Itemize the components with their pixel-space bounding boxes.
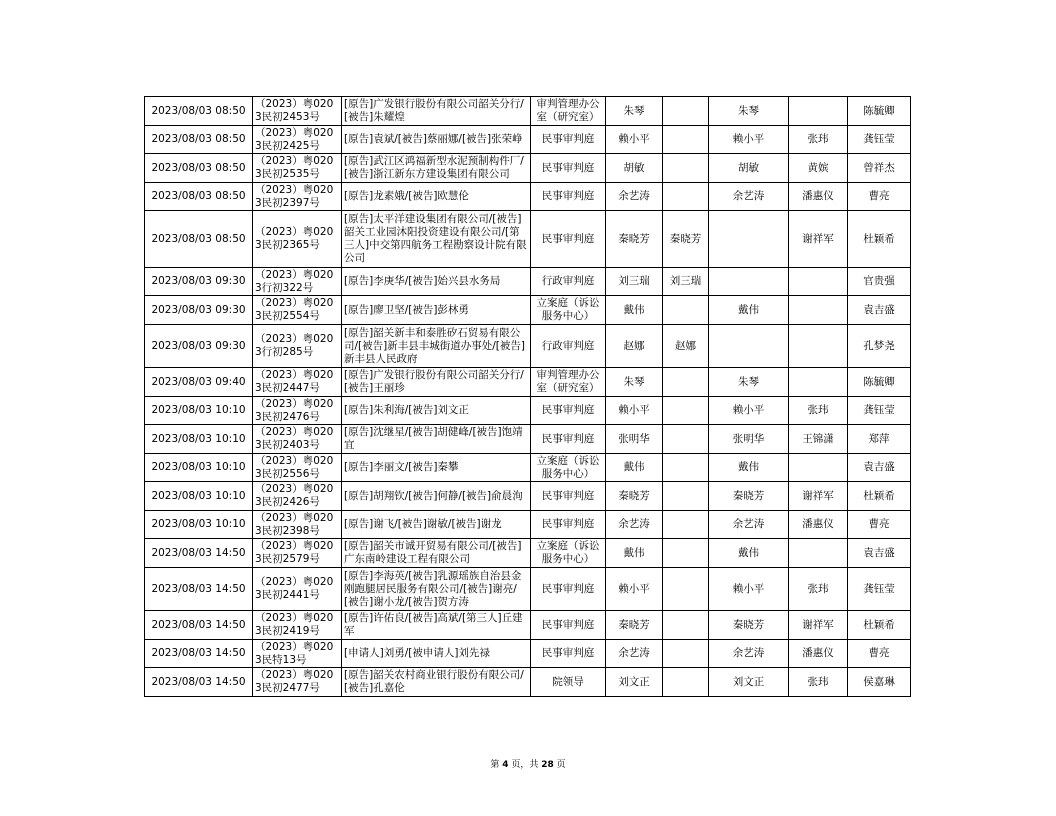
cell-assistant: 秦晓芳 xyxy=(663,211,709,268)
table-row xyxy=(145,668,911,697)
cell-judge: 戴伟 xyxy=(606,539,663,568)
cell-clerk: 袁吉盛 xyxy=(848,454,911,482)
table-row xyxy=(145,268,911,296)
cell-presiding: 赖小平 xyxy=(709,397,789,425)
cell-presiding xyxy=(709,325,789,368)
cell-parties: [原告]韶关农村商业银行股份有限公司/[被告]孔嘉伦 xyxy=(342,668,531,697)
table-row xyxy=(145,183,911,211)
cell-assistant xyxy=(663,482,709,511)
cell-case: （2023）粤0203民初2447号 xyxy=(253,368,342,397)
cell-member xyxy=(789,325,848,368)
cell-parties: [原告]谢飞/[被告]谢敏/[被告]谢龙 xyxy=(342,511,531,539)
cell-member: 谢祥军 xyxy=(789,611,848,640)
table-row xyxy=(145,611,911,640)
cell-case: （2023）粤0203民初2397号 xyxy=(253,183,342,211)
cell-dept: 民事审判庭 xyxy=(531,211,606,268)
table-row xyxy=(145,368,911,397)
table-row xyxy=(145,397,911,425)
cell-judge: 余艺涛 xyxy=(606,183,663,211)
cell-dept: 立案庭（诉讼服务中心） xyxy=(531,539,606,568)
cell-clerk: 杜颖希 xyxy=(848,482,911,511)
cell-parties: [原告]李庚华/[被告]始兴县水务局 xyxy=(342,268,531,296)
cell-member: 张玮 xyxy=(789,668,848,697)
cell-parties: [原告]太平洋建设集团有限公司/[被告]韶关工业园沐阳投资建设有限公司/[第三人]中交第四航务工程勘察设计院有限公司 xyxy=(342,211,531,268)
cell-case: （2023）粤0203民初2441号 xyxy=(253,568,342,611)
cell-presiding: 余艺涛 xyxy=(709,640,789,668)
cell-assistant: 刘三瑞 xyxy=(663,268,709,296)
cell-assistant xyxy=(663,154,709,183)
cell-date: 2023/08/03 09:30 xyxy=(145,296,253,325)
cell-dept: 院领导 xyxy=(531,668,606,697)
cell-clerk: 杜颖希 xyxy=(848,211,911,268)
cell-date: 2023/08/03 10:10 xyxy=(145,454,253,482)
cell-assistant xyxy=(663,454,709,482)
cell-dept: 审判管理办公室（研究室） xyxy=(531,97,606,126)
table-row xyxy=(145,154,911,183)
cell-dept: 立案庭（诉讼服务中心） xyxy=(531,454,606,482)
cell-case: （2023）粤0203民初2426号 xyxy=(253,482,342,511)
cell-parties: [原告]龙素娥/[被告]欧慧伦 xyxy=(342,183,531,211)
cell-presiding: 刘文正 xyxy=(709,668,789,697)
total-pages-number: 28 xyxy=(541,760,554,770)
table-row xyxy=(145,211,911,268)
cell-date: 2023/08/03 10:10 xyxy=(145,425,253,454)
cell-parties: [原告]李丽文/[被告]秦攀 xyxy=(342,454,531,482)
cell-clerk: 曹亮 xyxy=(848,640,911,668)
cell-parties: [原告]胡翔钦/[被告]何静/[被告]俞晨洵 xyxy=(342,482,531,511)
cell-presiding: 秦晓芳 xyxy=(709,611,789,640)
current-page-number: 4 xyxy=(502,760,509,770)
cell-assistant xyxy=(663,126,709,154)
cell-case: （2023）粤0203行初285号 xyxy=(253,325,342,368)
table-row xyxy=(145,482,911,511)
cell-assistant xyxy=(663,568,709,611)
cell-member xyxy=(789,454,848,482)
cell-assistant xyxy=(663,511,709,539)
cell-assistant xyxy=(663,183,709,211)
cell-assistant xyxy=(663,296,709,325)
cell-judge: 赖小平 xyxy=(606,568,663,611)
cell-presiding xyxy=(709,211,789,268)
cell-judge: 秦晓芳 xyxy=(606,482,663,511)
cell-judge: 朱琴 xyxy=(606,368,663,397)
cell-presiding xyxy=(709,268,789,296)
page-footer: 第 4 页，共 28 页 xyxy=(490,760,566,770)
table-row xyxy=(145,325,911,368)
cell-assistant xyxy=(663,640,709,668)
cell-presiding: 朱琴 xyxy=(709,368,789,397)
cell-member: 谢祥军 xyxy=(789,482,848,511)
cell-date: 2023/08/03 14:50 xyxy=(145,539,253,568)
cell-judge: 赖小平 xyxy=(606,397,663,425)
cell-clerk: 袁吉盛 xyxy=(848,296,911,325)
cell-date: 2023/08/03 09:30 xyxy=(145,268,253,296)
cell-dept: 民事审判庭 xyxy=(531,154,606,183)
cell-clerk: 袁吉盛 xyxy=(848,539,911,568)
cell-clerk: 曹亮 xyxy=(848,511,911,539)
cell-parties: [原告]广发银行股份有限公司韶关分行/[被告]朱耀煌 xyxy=(342,97,531,126)
cell-judge: 胡敏 xyxy=(606,154,663,183)
cell-parties: [原告]广发银行股份有限公司韶关分行/[被告]王丽珍 xyxy=(342,368,531,397)
cell-assistant: 赵娜 xyxy=(663,325,709,368)
cell-assistant xyxy=(663,97,709,126)
table-row xyxy=(145,454,911,482)
table-row xyxy=(145,97,911,126)
cell-case: （2023）粤0203民初2476号 xyxy=(253,397,342,425)
cell-dept: 民事审判庭 xyxy=(531,568,606,611)
cell-dept: 民事审判庭 xyxy=(531,425,606,454)
cell-dept: 民事审判庭 xyxy=(531,397,606,425)
table-row xyxy=(145,425,911,454)
cell-case: （2023）粤0203民初2365号 xyxy=(253,211,342,268)
cell-presiding: 胡敏 xyxy=(709,154,789,183)
cell-date: 2023/08/03 08:50 xyxy=(145,154,253,183)
cell-member xyxy=(789,268,848,296)
cell-member xyxy=(789,539,848,568)
cell-dept: 行政审判庭 xyxy=(531,268,606,296)
cell-assistant xyxy=(663,539,709,568)
cell-judge: 秦晓芳 xyxy=(606,611,663,640)
cell-dept: 行政审判庭 xyxy=(531,325,606,368)
cell-presiding: 戴伟 xyxy=(709,296,789,325)
cell-presiding: 余艺涛 xyxy=(709,183,789,211)
cell-date: 2023/08/03 08:50 xyxy=(145,183,253,211)
cell-clerk: 曾祥杰 xyxy=(848,154,911,183)
cell-assistant xyxy=(663,668,709,697)
cell-member xyxy=(789,296,848,325)
cell-dept: 民事审判庭 xyxy=(531,482,606,511)
cell-date: 2023/08/03 10:10 xyxy=(145,482,253,511)
cell-clerk: 侯嘉琳 xyxy=(848,668,911,697)
cell-date: 2023/08/03 08:50 xyxy=(145,211,253,268)
cell-case: （2023）粤0203民初2419号 xyxy=(253,611,342,640)
table-row xyxy=(145,640,911,668)
cell-presiding: 戴伟 xyxy=(709,539,789,568)
cell-member: 黄嫔 xyxy=(789,154,848,183)
cell-judge: 戴伟 xyxy=(606,454,663,482)
cell-date: 2023/08/03 14:50 xyxy=(145,668,253,697)
cell-date: 2023/08/03 14:50 xyxy=(145,611,253,640)
cell-member: 潘惠仪 xyxy=(789,511,848,539)
cell-clerk: 龚钰莹 xyxy=(848,568,911,611)
cell-parties: [原告]沈继星/[被告]胡健峰/[被告]饱靖宜 xyxy=(342,425,531,454)
cell-parties: [申请人]刘勇/[被申请人]刘先禄 xyxy=(342,640,531,668)
cell-judge: 赵娜 xyxy=(606,325,663,368)
hearing-schedule-table xyxy=(144,96,911,697)
cell-date: 2023/08/03 10:10 xyxy=(145,511,253,539)
cell-presiding: 张明华 xyxy=(709,425,789,454)
cell-date: 2023/08/03 08:50 xyxy=(145,97,253,126)
cell-case: （2023）粤0203民初2425号 xyxy=(253,126,342,154)
cell-judge: 秦晓芳 xyxy=(606,211,663,268)
cell-case: （2023）粤0203民初2398号 xyxy=(253,511,342,539)
cell-presiding: 赖小平 xyxy=(709,568,789,611)
cell-judge: 刘三瑞 xyxy=(606,268,663,296)
cell-member: 谢祥军 xyxy=(789,211,848,268)
cell-case: （2023）粤0203民初2579号 xyxy=(253,539,342,568)
cell-judge: 余艺涛 xyxy=(606,640,663,668)
cell-parties: [原告]许佑良/[被告]高斌/[第三人]丘建军 xyxy=(342,611,531,640)
cell-presiding: 戴伟 xyxy=(709,454,789,482)
cell-parties: [原告]韶关新丰和泰胜矽石贸易有限公司/[被告]新丰县丰城街道办事处/[被告]新丰县人民政府 xyxy=(342,325,531,368)
cell-clerk: 曹亮 xyxy=(848,183,911,211)
cell-parties: [原告]韶关市诚开贸易有限公司/[被告]广东南岭建设工程有限公司 xyxy=(342,539,531,568)
cell-dept: 民事审判庭 xyxy=(531,611,606,640)
cell-clerk: 龚钰莹 xyxy=(848,126,911,154)
table-row xyxy=(145,539,911,568)
cell-date: 2023/08/03 14:50 xyxy=(145,640,253,668)
cell-assistant xyxy=(663,397,709,425)
cell-case: （2023）粤0203民初2535号 xyxy=(253,154,342,183)
cell-case: （2023）粤0203民特13号 xyxy=(253,640,342,668)
cell-presiding: 秦晓芳 xyxy=(709,482,789,511)
cell-judge: 张明华 xyxy=(606,425,663,454)
cell-assistant xyxy=(663,368,709,397)
table-row xyxy=(145,511,911,539)
table-row xyxy=(145,296,911,325)
cell-case: （2023）粤0203民初2403号 xyxy=(253,425,342,454)
cell-judge: 朱琴 xyxy=(606,97,663,126)
cell-judge: 赖小平 xyxy=(606,126,663,154)
cell-case: （2023）粤0203民初2556号 xyxy=(253,454,342,482)
cell-judge: 戴伟 xyxy=(606,296,663,325)
cell-parties: [原告]李海英/[被告]乳源瑶族自治县金刚跑腿居民服务有限公司/[被告]谢亮/[被告]谢小龙/[被告]贺方涛 xyxy=(342,568,531,611)
table-row xyxy=(145,126,911,154)
cell-member xyxy=(789,97,848,126)
cell-clerk: 杜颖希 xyxy=(848,611,911,640)
cell-dept: 民事审判庭 xyxy=(531,126,606,154)
cell-judge: 余艺涛 xyxy=(606,511,663,539)
cell-assistant xyxy=(663,611,709,640)
cell-case: （2023）粤0203民初2554号 xyxy=(253,296,342,325)
cell-dept: 民事审判庭 xyxy=(531,511,606,539)
cell-case: （2023）粤0203行初322号 xyxy=(253,268,342,296)
cell-case: （2023）粤0203民初2477号 xyxy=(253,668,342,697)
cell-assistant xyxy=(663,425,709,454)
cell-clerk: 陈毓卿 xyxy=(848,97,911,126)
cell-member: 张玮 xyxy=(789,126,848,154)
cell-date: 2023/08/03 10:10 xyxy=(145,397,253,425)
cell-member: 张玮 xyxy=(789,568,848,611)
cell-clerk: 孔梦尧 xyxy=(848,325,911,368)
cell-presiding: 余艺涛 xyxy=(709,511,789,539)
cell-clerk: 郑萍 xyxy=(848,425,911,454)
cell-member: 潘惠仪 xyxy=(789,640,848,668)
cell-dept: 民事审判庭 xyxy=(531,183,606,211)
cell-member xyxy=(789,368,848,397)
cell-clerk: 龚钰莹 xyxy=(848,397,911,425)
cell-date: 2023/08/03 14:50 xyxy=(145,568,253,611)
cell-judge: 刘文正 xyxy=(606,668,663,697)
cell-case: （2023）粤0203民初2453号 xyxy=(253,97,342,126)
cell-dept: 民事审判庭 xyxy=(531,640,606,668)
table-row xyxy=(145,568,911,611)
cell-date: 2023/08/03 08:50 xyxy=(145,126,253,154)
cell-member: 张玮 xyxy=(789,397,848,425)
cell-date: 2023/08/03 09:40 xyxy=(145,368,253,397)
cell-member: 潘惠仪 xyxy=(789,183,848,211)
cell-clerk: 官贵强 xyxy=(848,268,911,296)
cell-clerk: 陈毓卿 xyxy=(848,368,911,397)
cell-parties: [原告]廖卫坚/[被告]彭林勇 xyxy=(342,296,531,325)
cell-parties: [原告]武江区鸿福新型水泥预制构件厂/[被告]浙江新东方建设集团有限公司 xyxy=(342,154,531,183)
cell-date: 2023/08/03 09:30 xyxy=(145,325,253,368)
cell-presiding: 赖小平 xyxy=(709,126,789,154)
cell-dept: 审判管理办公室（研究室） xyxy=(531,368,606,397)
cell-presiding: 朱琴 xyxy=(709,97,789,126)
cell-dept: 立案庭（诉讼服务中心） xyxy=(531,296,606,325)
cell-member: 王锦潇 xyxy=(789,425,848,454)
cell-parties: [原告]袁斌/[被告]蔡丽娜/[被告]张荣峥 xyxy=(342,126,531,154)
cell-parties: [原告]朱利海/[被告]刘文正 xyxy=(342,397,531,425)
